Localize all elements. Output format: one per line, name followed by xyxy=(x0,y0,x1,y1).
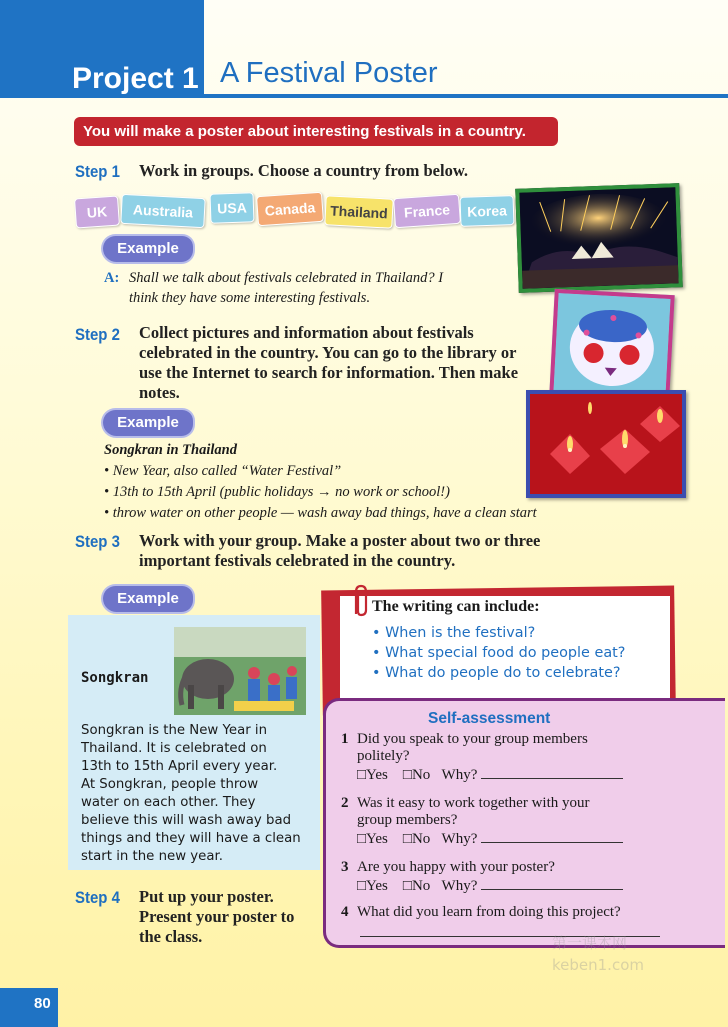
step4-line: Put up your poster. xyxy=(139,887,274,906)
writing-tip-item: • When is the festival? xyxy=(372,625,536,641)
sample-line: water on each other. They xyxy=(81,795,256,810)
step2-line: use the Internet to search for information. Then make xyxy=(139,363,519,382)
step2-line: notes. xyxy=(139,383,180,402)
why-label: Why? xyxy=(441,878,478,894)
question-number: 1 xyxy=(341,731,349,747)
paperclip-icon xyxy=(350,584,370,623)
country-tag-korea[interactable]: Korea xyxy=(459,195,514,227)
note-item: • 13th to 15th April (public holidays → no work or school!) xyxy=(104,484,450,500)
notes-title: Songkran in Thailand xyxy=(104,442,237,458)
question-number: 4 xyxy=(341,904,349,920)
self-assessment-title: Self-assessment xyxy=(428,710,551,727)
project-label: Project 1 xyxy=(72,62,199,95)
answer-row xyxy=(357,878,623,895)
sample-line: 13th to 15th April every year. xyxy=(81,759,278,774)
writing-tip-item: • What do people do to celebrate? xyxy=(372,665,621,681)
question-text: Are you happy with your poster? xyxy=(357,859,555,875)
sample-heading: Songkran xyxy=(81,670,149,686)
country-tag-uk[interactable]: UK xyxy=(74,196,120,229)
question-number: 3 xyxy=(341,859,349,875)
no-checkbox[interactable]: □No xyxy=(402,767,431,783)
songkran-photo xyxy=(174,627,306,715)
answer-line[interactable] xyxy=(481,888,623,890)
step1-label: Step 1 xyxy=(75,162,120,181)
goal-banner: You will make a poster about interesting festivals in a country. xyxy=(74,117,558,146)
sample-line: Thailand. It is celebrated on xyxy=(81,741,267,756)
sample-line: start in the new year. xyxy=(81,849,223,864)
example-line: think they have some interesting festivals. xyxy=(129,290,371,306)
why-label: Why? xyxy=(441,767,478,783)
sample-line: believe this will wash away bad xyxy=(81,813,292,828)
yes-checkbox[interactable]: □Yes xyxy=(357,767,388,783)
question-text: politely? xyxy=(357,748,410,764)
yes-checkbox[interactable]: □Yes xyxy=(357,831,388,847)
note-item: • throw water on other people — wash away bad things, have a clean start xyxy=(104,505,537,521)
example-badge: Example xyxy=(103,410,193,436)
lotus-candles-photo xyxy=(526,390,686,498)
step2-label: Step 2 xyxy=(75,325,120,344)
step2-line: Collect pictures and information about festivals xyxy=(139,323,474,342)
question-text: Was it easy to work together with your xyxy=(357,795,590,811)
sugar-skull-photo xyxy=(549,289,674,401)
step3-line: Work with your group. Make a poster about two or three xyxy=(139,531,541,550)
step3-line: important festivals celebrated in the country. xyxy=(139,551,456,570)
no-checkbox[interactable]: □No xyxy=(402,878,431,894)
step4-line: Present your poster to xyxy=(139,907,295,926)
country-tag-canada[interactable]: Canada xyxy=(256,192,324,227)
speaker-label: A: xyxy=(104,270,120,286)
question-text: Did you speak to your group members xyxy=(357,731,588,747)
sample-body xyxy=(81,722,301,866)
writing-tip-item: • What special food do people eat? xyxy=(372,645,626,661)
question-text: group members? xyxy=(357,812,458,828)
answer-row xyxy=(357,767,623,784)
yes-checkbox[interactable]: □Yes xyxy=(357,878,388,894)
step2-line: celebrated in the country. You can go to the library or xyxy=(139,343,517,362)
note-item: • New Year, also called “Water Festival” xyxy=(104,463,342,479)
example-badge: Example xyxy=(103,236,193,262)
page-title: A Festival Poster xyxy=(220,57,438,89)
country-tag-thailand[interactable]: Thailand xyxy=(324,195,393,229)
country-tag-usa[interactable]: USA xyxy=(209,192,254,224)
answer-row xyxy=(357,831,623,848)
step3-label: Step 3 xyxy=(75,532,120,551)
step4-label: Step 4 xyxy=(75,888,120,907)
answer-line[interactable] xyxy=(481,777,623,779)
writing-tips-heading: The writing can include: xyxy=(372,598,540,615)
fireworks-photo xyxy=(515,183,683,293)
step4-line: the class. xyxy=(139,927,203,946)
answer-line[interactable] xyxy=(481,841,623,843)
country-tag-france[interactable]: France xyxy=(393,194,461,229)
page-number: 80 xyxy=(34,995,51,1012)
no-checkbox[interactable]: □No xyxy=(402,831,431,847)
step1-text: Work in groups. Choose a country from below. xyxy=(139,161,468,180)
country-tag-australia[interactable]: Australia xyxy=(120,194,205,228)
watermark: 第一课本网 xyxy=(552,934,628,952)
example-line: Shall we talk about festivals celebrated in Thailand? I xyxy=(129,270,444,286)
question-text: What did you learn from doing this project? xyxy=(357,904,621,920)
sample-line: At Songkran, people throw xyxy=(81,777,259,792)
sample-line: things and they will have a clean xyxy=(81,831,301,846)
header-rule xyxy=(204,94,728,98)
why-label: Why? xyxy=(441,831,478,847)
question-number: 2 xyxy=(341,795,349,811)
sample-line: Songkran is the New Year in xyxy=(81,723,268,738)
example-badge: Example xyxy=(103,586,193,612)
watermark: keben1.com xyxy=(552,956,644,974)
